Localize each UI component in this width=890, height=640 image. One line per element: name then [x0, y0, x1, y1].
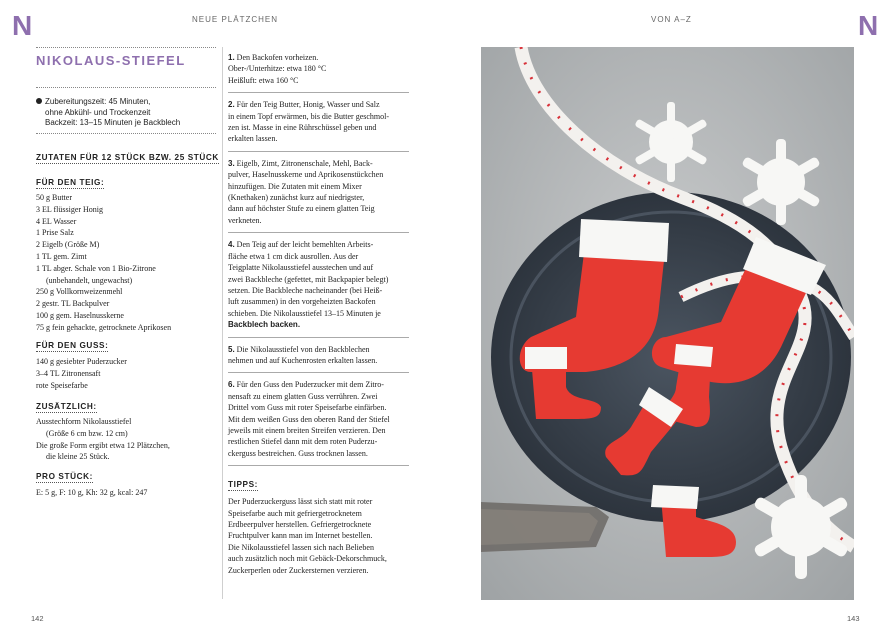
tips-heading: TIPPS:	[228, 480, 258, 490]
cookie-photo	[481, 47, 854, 600]
ingredient-item: 3–4 TL Zitronensaft	[36, 368, 101, 378]
ingredient-item: (Größe 6 cm bzw. 12 cm)	[46, 428, 128, 438]
ingredient-item: 75 g fein gehackte, getrocknete Aprikosen	[36, 322, 172, 332]
ingredient-item: 4 EL Wasser	[36, 216, 77, 226]
running-head-left: NEUE PLÄTZCHEN	[192, 15, 279, 24]
yield-heading: ZUTATEN FÜR 12 STÜCK BZW. 25 STÜCK	[36, 153, 219, 162]
divider	[228, 151, 409, 152]
ingredient-item: 3 EL flüssiger Honig	[36, 204, 104, 214]
ingredient-item: rote Speisefarbe	[36, 380, 88, 390]
divider	[228, 337, 409, 338]
step-5: 5. Die Nikolausstiefel von den Backblechen nehmen und auf Kuchenrosten erkalten lassen.	[228, 344, 378, 365]
extra-heading: ZUSÄTZLICH:	[36, 402, 97, 411]
step-4: 4. Den Teig auf der leicht bemehlten Arbeits- fläche etwa 1 cm dick ausrollen. Aus der Teigplatte Nikolausstiefel ausstechen und auf zwei Backbleche (gefettet, mit Backpapier belegt) setzen. Die Backbleche nacheinander (bei Heiß- luft zusammen) in den vorgeheizten Backofen schieben. Die Nikolausstiefel 13–15 Minuten je Backblech backen.	[228, 240, 389, 330]
section-letter-left: N	[12, 10, 33, 41]
glaze-heading: FÜR DEN GUSS:	[36, 341, 109, 350]
page-number-left: 142	[31, 614, 44, 623]
section-letter-right: N	[858, 10, 879, 41]
ingredient-item: 140 g gesiebter Puderzucker	[36, 357, 127, 366]
ingredient-item: 50 g Butter	[36, 193, 72, 202]
ingredient-item: 2 Eigelb (Größe M)	[36, 240, 100, 250]
ingredient-item: Die große Form ergibt etwa 12 Plätzchen,	[36, 440, 170, 450]
ingredient-item: 1 Prise Salz	[36, 228, 74, 238]
running-head-right: VON A–Z	[651, 15, 692, 24]
divider	[228, 232, 409, 233]
page-number-right: 143	[847, 614, 860, 623]
step-1: 1. Den Backofen vorheizen. Ober-/Unterhitze: etwa 180 °C Heißluft: etwa 160 °C	[228, 53, 327, 85]
ingredient-item: 100 g gem. Haselnusskerne	[36, 310, 124, 320]
prep-time-block	[36, 97, 218, 129]
prep-line: Zubereitungszeit: 45 Minuten,	[36, 97, 218, 108]
glaze-ingredients	[36, 356, 222, 391]
divider	[228, 92, 409, 93]
steps-column	[228, 52, 413, 576]
ingredient-item: Ausstechform Nikolausstiefel	[36, 417, 132, 426]
ingredient-item: 2 gestr. TL Backpulver	[36, 299, 110, 309]
per-piece-heading: PRO STÜCK:	[36, 472, 93, 481]
step-2: 2. Für den Teig Butter, Honig, Wasser und Salz in einem Topf erwärmen, bis die Butter geschmol- zen ist. Masse in eine Rührschüssel geben und erkalten lassen.	[228, 100, 390, 144]
ingredient-item: 1 TL gem. Zimt	[36, 251, 87, 261]
recipe-title: NIKOLAUS-STIEFEL	[36, 53, 186, 68]
divider	[228, 465, 409, 466]
ingredient-item: 250 g Vollkornweizenmehl	[36, 287, 123, 297]
divider	[36, 47, 216, 48]
step-6: 6. Für den Guss den Puderzucker mit dem Zitro- nensaft zu einem glatten Guss verrühren. Zwei Drittel vom Guss mit roter Speisefarbe einfärben. Mit dem weißen Guss den oberen Rand der Stiefel jeweils mit einem breiten Streifen verzieren. Den restlichen Stiefel dann mit dem roten Puderzu- ckerguss bestreichen. Guss trocknen lassen.	[228, 380, 390, 458]
step-3: 3. Eigelb, Zimt, Zitronenschale, Mehl, Back- pulver, Haselnusskerne und Aprikosenstückchen hinzufügen. Die Zutaten mit einem Mixer (Knethaken) zunächst kurz auf niedrigster, dann auf höchster Stufe zu einem glatten Teig verkneten.	[228, 158, 384, 225]
prep-line: ohne Abkühl- und Trockenzeit	[45, 107, 151, 117]
ingredient-item: 1 TL abger. Schale von 1 Bio-Zitrone	[36, 263, 156, 273]
prep-line: Backzeit: 13–15 Minuten je Backblech	[45, 118, 181, 127]
per-piece-values: E: 5 g, F: 10 g, Kh: 32 g, kcal: 247	[36, 488, 148, 497]
ingredient-item: die kleine 25 Stück.	[46, 452, 110, 462]
dough-heading: FÜR DEN TEIG:	[36, 178, 105, 187]
clock-icon	[36, 98, 42, 104]
divider	[36, 133, 216, 134]
column-rule	[222, 47, 223, 599]
dough-ingredients	[36, 192, 222, 334]
ingredient-item: (unbehandelt, ungewachst)	[46, 275, 133, 285]
wood-piece	[481, 509, 598, 545]
tips-text: Der Puderzuckerguss lässt sich statt mit roter Speisefarbe auch mit gefriergetrocknetem Erdbeerpulver herstellen. Gefriergetrocknete Fruchtpulver kann man im Internet bestellen. Die Nikolausstiefel lassen sich nach Belieben auch zusätzlich noch mit Gebäck-Dekorschmuck, Zuckerperlen oder Zuckersternen verzieren.	[228, 497, 387, 575]
extra-items	[36, 416, 222, 463]
divider	[228, 372, 409, 373]
divider	[36, 87, 216, 88]
